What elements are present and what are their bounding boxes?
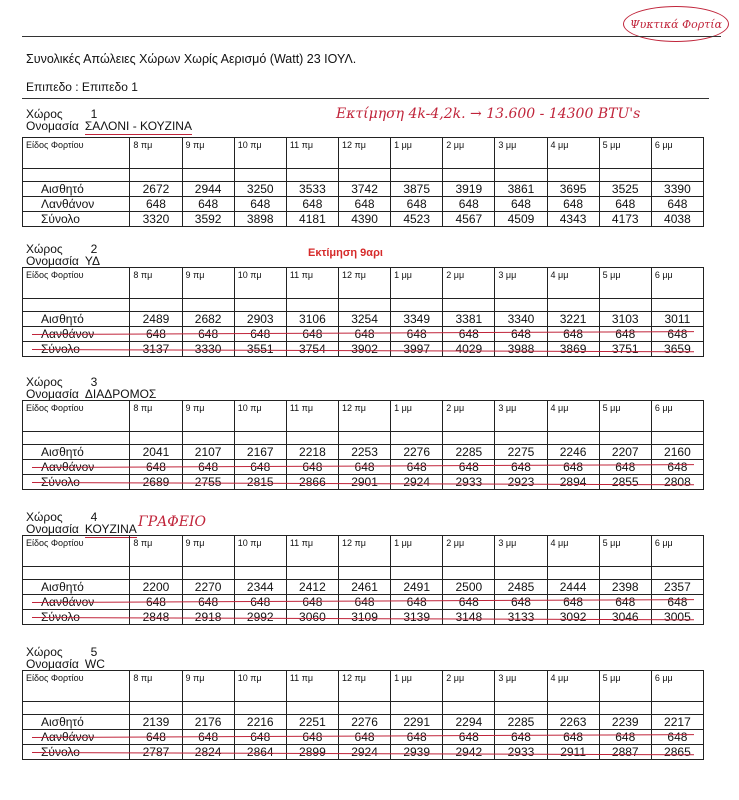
room-number: 5 <box>90 645 98 659</box>
value-cell: 3742 <box>338 182 390 197</box>
name-label: Ονομασία <box>26 387 79 401</box>
hour-header: 2 μμ <box>443 401 495 432</box>
row-label: Σύνολο <box>23 212 130 227</box>
row-label: Αισθητό <box>23 580 130 595</box>
name-label: Ονομασία <box>26 254 79 268</box>
value-cell: 2489 <box>130 312 182 327</box>
estimate-note: Εκτίμηση 9αρι <box>308 247 383 259</box>
value-cell: 2755 <box>182 475 234 490</box>
document-title: Συνολικές Απώλειες Χώρων Χωρίς Αερισμό (Watt) 23 ΙΟΥΛ. <box>26 52 357 66</box>
load-type-header: Είδος Φορτίου <box>23 536 130 567</box>
room-label: Χώρος <box>26 645 63 659</box>
value-cell: 2911 <box>547 745 599 760</box>
header-row <box>23 536 704 567</box>
value-cell: 4390 <box>338 212 390 227</box>
value-cell: 4343 <box>547 212 599 227</box>
value-cell: 648 <box>338 730 390 745</box>
top-rule <box>22 36 721 37</box>
hour-header: 8 πμ <box>130 671 182 702</box>
hour-header: 10 πμ <box>234 138 286 169</box>
value-cell: 2285 <box>495 715 547 730</box>
value-cell: 648 <box>130 730 182 745</box>
value-cell: 2285 <box>443 445 495 460</box>
value-cell: 2398 <box>599 580 651 595</box>
hour-header: 2 μμ <box>443 268 495 299</box>
value-cell: 648 <box>443 595 495 610</box>
value-cell: 3250 <box>234 182 286 197</box>
row-label: Αισθητό <box>23 182 130 197</box>
hour-header: 6 μμ <box>651 401 703 432</box>
value-cell: 2894 <box>547 475 599 490</box>
value-cell: 2491 <box>391 580 443 595</box>
row-label: Αισθητό <box>23 445 130 460</box>
hour-header: 9 πμ <box>182 401 234 432</box>
value-cell: 3330 <box>182 342 234 357</box>
value-cell: 648 <box>599 197 651 212</box>
row-label: Σύνολο <box>23 475 130 490</box>
room-label: Χώρος <box>26 375 63 389</box>
value-cell: 648 <box>286 595 338 610</box>
value-cell: 2899 <box>286 745 338 760</box>
value-cell: 3106 <box>286 312 338 327</box>
value-cell: 2344 <box>234 580 286 595</box>
value-cell: 648 <box>391 327 443 342</box>
hour-header: 11 πμ <box>286 671 338 702</box>
value-cell: 2855 <box>599 475 651 490</box>
value-cell: 648 <box>391 197 443 212</box>
row-label: Αισθητό <box>23 312 130 327</box>
value-cell: 3875 <box>391 182 443 197</box>
value-cell: 3133 <box>495 610 547 625</box>
value-cell: 648 <box>651 460 703 475</box>
hour-header: 1 μμ <box>391 671 443 702</box>
room-section <box>26 106 716 226</box>
value-cell: 2167 <box>234 445 286 460</box>
value-cell: 2918 <box>182 610 234 625</box>
table-row <box>23 715 704 730</box>
value-cell: 2218 <box>286 445 338 460</box>
hour-header: 4 μμ <box>547 268 599 299</box>
value-cell: 2864 <box>234 745 286 760</box>
hour-header: 10 πμ <box>234 401 286 432</box>
room-number: 2 <box>90 242 98 256</box>
name-label: Ονομασία <box>26 657 79 671</box>
value-cell: 3109 <box>338 610 390 625</box>
load-table <box>22 137 704 227</box>
hour-header: 2 μμ <box>443 536 495 567</box>
room-name: ΚΟΥΖΙΝΑ <box>84 522 137 536</box>
hour-header: 11 πμ <box>286 138 338 169</box>
hour-header: 1 μμ <box>391 536 443 567</box>
value-cell: 4029 <box>443 342 495 357</box>
room-number: 1 <box>90 107 98 121</box>
value-cell: 3902 <box>338 342 390 357</box>
hour-header: 2 μμ <box>443 138 495 169</box>
value-cell: 3919 <box>443 182 495 197</box>
value-cell: 648 <box>547 197 599 212</box>
value-cell: 3103 <box>599 312 651 327</box>
value-cell: 648 <box>495 327 547 342</box>
value-cell: 3898 <box>234 212 286 227</box>
table-row <box>23 212 704 227</box>
room-section <box>26 510 716 624</box>
hour-header: 11 πμ <box>286 401 338 432</box>
hour-header: 1 μμ <box>391 138 443 169</box>
value-cell: 2944 <box>182 182 234 197</box>
value-cell: 648 <box>547 327 599 342</box>
value-cell: 2933 <box>495 745 547 760</box>
value-cell: 2200 <box>130 580 182 595</box>
value-cell: 2041 <box>130 445 182 460</box>
value-cell: 2942 <box>443 745 495 760</box>
value-cell: 3861 <box>495 182 547 197</box>
hour-header: 8 πμ <box>130 401 182 432</box>
handwritten-note: Εκτίμηση 4k-4,2k. → 13.600 - 14300 BTU's <box>336 106 641 122</box>
value-cell: 2901 <box>338 475 390 490</box>
value-cell: 3533 <box>286 182 338 197</box>
value-cell: 2263 <box>547 715 599 730</box>
value-cell: 3525 <box>599 182 651 197</box>
hour-header: 3 μμ <box>495 138 547 169</box>
value-cell: 2239 <box>599 715 651 730</box>
load-type-header: Είδος Φορτίου <box>23 401 130 432</box>
hour-header: 3 μμ <box>495 671 547 702</box>
value-cell: 4038 <box>651 212 703 227</box>
room-section <box>26 242 716 356</box>
header-row <box>23 671 704 702</box>
value-cell: 2275 <box>495 445 547 460</box>
value-cell: 2866 <box>286 475 338 490</box>
value-cell: 648 <box>495 730 547 745</box>
value-cell: 648 <box>182 197 234 212</box>
value-cell: 3320 <box>130 212 182 227</box>
value-cell: 648 <box>443 197 495 212</box>
hour-header: 11 πμ <box>286 536 338 567</box>
value-cell: 648 <box>391 730 443 745</box>
value-cell: 2933 <box>443 475 495 490</box>
value-cell: 648 <box>182 460 234 475</box>
value-cell: 648 <box>286 730 338 745</box>
load-type-header: Είδος Φορτίου <box>23 138 130 169</box>
hour-header: 6 μμ <box>651 671 703 702</box>
hour-header: 9 πμ <box>182 138 234 169</box>
value-cell: 2207 <box>599 445 651 460</box>
hour-header: 11 πμ <box>286 268 338 299</box>
hour-header: 9 πμ <box>182 671 234 702</box>
value-cell: 648 <box>234 595 286 610</box>
value-cell: 2815 <box>234 475 286 490</box>
value-cell: 2412 <box>286 580 338 595</box>
row-label: Σύνολο <box>23 610 130 625</box>
row-label: Λανθάνον <box>23 460 130 475</box>
load-type-header: Είδος Φορτίου <box>23 671 130 702</box>
value-cell: 3221 <box>547 312 599 327</box>
value-cell: 648 <box>651 197 703 212</box>
value-cell: 648 <box>547 595 599 610</box>
value-cell: 2500 <box>443 580 495 595</box>
value-cell: 3754 <box>286 342 338 357</box>
value-cell: 648 <box>391 460 443 475</box>
hour-header: 8 πμ <box>130 536 182 567</box>
hour-header: 1 μμ <box>391 401 443 432</box>
load-table <box>22 670 704 760</box>
load-table <box>22 535 704 625</box>
value-cell: 2808 <box>651 475 703 490</box>
value-cell: 648 <box>495 197 547 212</box>
name-label: Ονομασία <box>26 119 79 133</box>
value-cell: 3011 <box>651 312 703 327</box>
value-cell: 648 <box>130 460 182 475</box>
header-row <box>23 138 704 169</box>
value-cell: 3254 <box>338 312 390 327</box>
row-label: Αισθητό <box>23 715 130 730</box>
value-cell: 2276 <box>391 445 443 460</box>
table-row <box>23 445 704 460</box>
value-cell: 648 <box>286 460 338 475</box>
value-cell: 2357 <box>651 580 703 595</box>
row-label: Σύνολο <box>23 745 130 760</box>
value-cell: 2160 <box>651 445 703 460</box>
hour-header: 5 μμ <box>599 671 651 702</box>
value-cell: 3695 <box>547 182 599 197</box>
value-cell: 2923 <box>495 475 547 490</box>
room-name: ΣΑΛΟΝΙ - ΚΟΥΖΙΝΑ <box>84 119 192 133</box>
value-cell: 3551 <box>234 342 286 357</box>
hour-header: 4 μμ <box>547 138 599 169</box>
value-cell: 2251 <box>286 715 338 730</box>
value-cell: 648 <box>234 730 286 745</box>
hour-header: 10 πμ <box>234 536 286 567</box>
hour-header: 6 μμ <box>651 268 703 299</box>
load-table <box>22 267 704 357</box>
room-label: Χώρος <box>26 107 63 121</box>
row-label: Σύνολο <box>23 342 130 357</box>
value-cell: 3060 <box>286 610 338 625</box>
hour-header: 12 πμ <box>338 268 390 299</box>
room-name: ΔΙΑΔΡΟΜΟΣ <box>84 387 157 401</box>
name-label: Ονομασία <box>26 522 79 536</box>
room-name: ΥΔ <box>84 254 101 268</box>
hour-header: 12 πμ <box>338 671 390 702</box>
value-cell: 2217 <box>651 715 703 730</box>
value-cell: 648 <box>599 460 651 475</box>
value-cell: 3005 <box>651 610 703 625</box>
value-cell: 3046 <box>599 610 651 625</box>
hour-header: 8 πμ <box>130 268 182 299</box>
value-cell: 3137 <box>130 342 182 357</box>
table-row <box>23 312 704 327</box>
hour-header: 3 μμ <box>495 401 547 432</box>
value-cell: 4509 <box>495 212 547 227</box>
value-cell: 4173 <box>599 212 651 227</box>
value-cell: 3592 <box>182 212 234 227</box>
value-cell: 648 <box>234 197 286 212</box>
hour-header: 4 μμ <box>547 536 599 567</box>
value-cell: 648 <box>338 595 390 610</box>
stamp-label: Ψυκτικά Φορτία <box>623 6 729 42</box>
value-cell: 648 <box>599 327 651 342</box>
value-cell: 2176 <box>182 715 234 730</box>
value-cell: 648 <box>130 595 182 610</box>
value-cell: 648 <box>234 460 286 475</box>
room-name: WC <box>84 657 105 671</box>
value-cell: 2246 <box>547 445 599 460</box>
row-label: Λανθάνον <box>23 327 130 342</box>
hour-header: 4 μμ <box>547 671 599 702</box>
hour-header: 12 πμ <box>338 536 390 567</box>
value-cell: 2992 <box>234 610 286 625</box>
level-label: Επιπεδο : Επιπεδο 1 <box>26 80 138 94</box>
value-cell: 2887 <box>599 745 651 760</box>
value-cell: 2682 <box>182 312 234 327</box>
value-cell: 3869 <box>547 342 599 357</box>
value-cell: 2444 <box>547 580 599 595</box>
value-cell: 3139 <box>391 610 443 625</box>
value-cell: 2848 <box>130 610 182 625</box>
value-cell: 648 <box>130 197 182 212</box>
hour-header: 3 μμ <box>495 536 547 567</box>
value-cell: 2787 <box>130 745 182 760</box>
hour-header: 6 μμ <box>651 138 703 169</box>
value-cell: 2139 <box>130 715 182 730</box>
hour-header: 6 μμ <box>651 536 703 567</box>
value-cell: 2824 <box>182 745 234 760</box>
hour-header: 10 πμ <box>234 671 286 702</box>
value-cell: 2672 <box>130 182 182 197</box>
value-cell: 648 <box>547 730 599 745</box>
value-cell: 2276 <box>338 715 390 730</box>
hour-header: 4 μμ <box>547 401 599 432</box>
value-cell: 648 <box>391 595 443 610</box>
value-cell: 3659 <box>651 342 703 357</box>
value-cell: 648 <box>182 595 234 610</box>
value-cell: 2216 <box>234 715 286 730</box>
hour-header: 9 πμ <box>182 536 234 567</box>
value-cell: 2924 <box>338 745 390 760</box>
value-cell: 648 <box>495 595 547 610</box>
value-cell: 648 <box>338 327 390 342</box>
value-cell: 648 <box>130 327 182 342</box>
value-cell: 3381 <box>443 312 495 327</box>
value-cell: 4181 <box>286 212 338 227</box>
value-cell: 2485 <box>495 580 547 595</box>
value-cell: 3988 <box>495 342 547 357</box>
value-cell: 648 <box>234 327 286 342</box>
room-label: Χώρος <box>26 242 63 256</box>
value-cell: 2294 <box>443 715 495 730</box>
value-cell: 648 <box>651 730 703 745</box>
value-cell: 2253 <box>338 445 390 460</box>
load-type-header: Είδος Φορτίου <box>23 268 130 299</box>
hour-header: 2 μμ <box>443 671 495 702</box>
hour-header: 5 μμ <box>599 268 651 299</box>
value-cell: 3390 <box>651 182 703 197</box>
room-number: 4 <box>90 510 98 524</box>
value-cell: 648 <box>338 197 390 212</box>
row-label: Λανθάνον <box>23 595 130 610</box>
value-cell: 2924 <box>391 475 443 490</box>
value-cell: 2270 <box>182 580 234 595</box>
value-cell: 2865 <box>651 745 703 760</box>
handwritten-note: ΓΡΑΦΕΙΟ <box>138 514 206 530</box>
room-section <box>26 375 716 489</box>
value-cell: 648 <box>443 730 495 745</box>
hour-header: 12 πμ <box>338 401 390 432</box>
value-cell: 648 <box>182 730 234 745</box>
value-cell: 648 <box>495 460 547 475</box>
row-label: Λανθάνον <box>23 730 130 745</box>
room-section <box>26 645 716 759</box>
value-cell: 648 <box>443 460 495 475</box>
header-row <box>23 401 704 432</box>
value-cell: 648 <box>286 197 338 212</box>
hour-header: 12 πμ <box>338 138 390 169</box>
value-cell: 3148 <box>443 610 495 625</box>
value-cell: 648 <box>651 595 703 610</box>
table-row <box>23 580 704 595</box>
hour-header: 5 μμ <box>599 138 651 169</box>
row-label: Λανθάνον <box>23 197 130 212</box>
hour-header: 3 μμ <box>495 268 547 299</box>
header-row <box>23 268 704 299</box>
hour-header: 5 μμ <box>599 401 651 432</box>
value-cell: 4567 <box>443 212 495 227</box>
hour-header: 10 πμ <box>234 268 286 299</box>
room-number: 3 <box>90 375 98 389</box>
value-cell: 2107 <box>182 445 234 460</box>
value-cell: 2689 <box>130 475 182 490</box>
value-cell: 648 <box>599 595 651 610</box>
level-rule <box>22 98 709 99</box>
value-cell: 648 <box>443 327 495 342</box>
value-cell: 2461 <box>338 580 390 595</box>
value-cell: 3997 <box>391 342 443 357</box>
value-cell: 648 <box>547 460 599 475</box>
table-row <box>23 197 704 212</box>
value-cell: 3349 <box>391 312 443 327</box>
value-cell: 648 <box>286 327 338 342</box>
table-row <box>23 182 704 197</box>
value-cell: 2939 <box>391 745 443 760</box>
value-cell: 648 <box>599 730 651 745</box>
value-cell: 2903 <box>234 312 286 327</box>
value-cell: 4523 <box>391 212 443 227</box>
value-cell: 648 <box>651 327 703 342</box>
hour-header: 5 μμ <box>599 536 651 567</box>
value-cell: 648 <box>182 327 234 342</box>
hour-header: 8 πμ <box>130 138 182 169</box>
room-label: Χώρος <box>26 510 63 524</box>
hour-header: 1 μμ <box>391 268 443 299</box>
value-cell: 3751 <box>599 342 651 357</box>
value-cell: 648 <box>338 460 390 475</box>
value-cell: 2291 <box>391 715 443 730</box>
load-table <box>22 400 704 490</box>
value-cell: 3340 <box>495 312 547 327</box>
hour-header: 9 πμ <box>182 268 234 299</box>
value-cell: 3092 <box>547 610 599 625</box>
